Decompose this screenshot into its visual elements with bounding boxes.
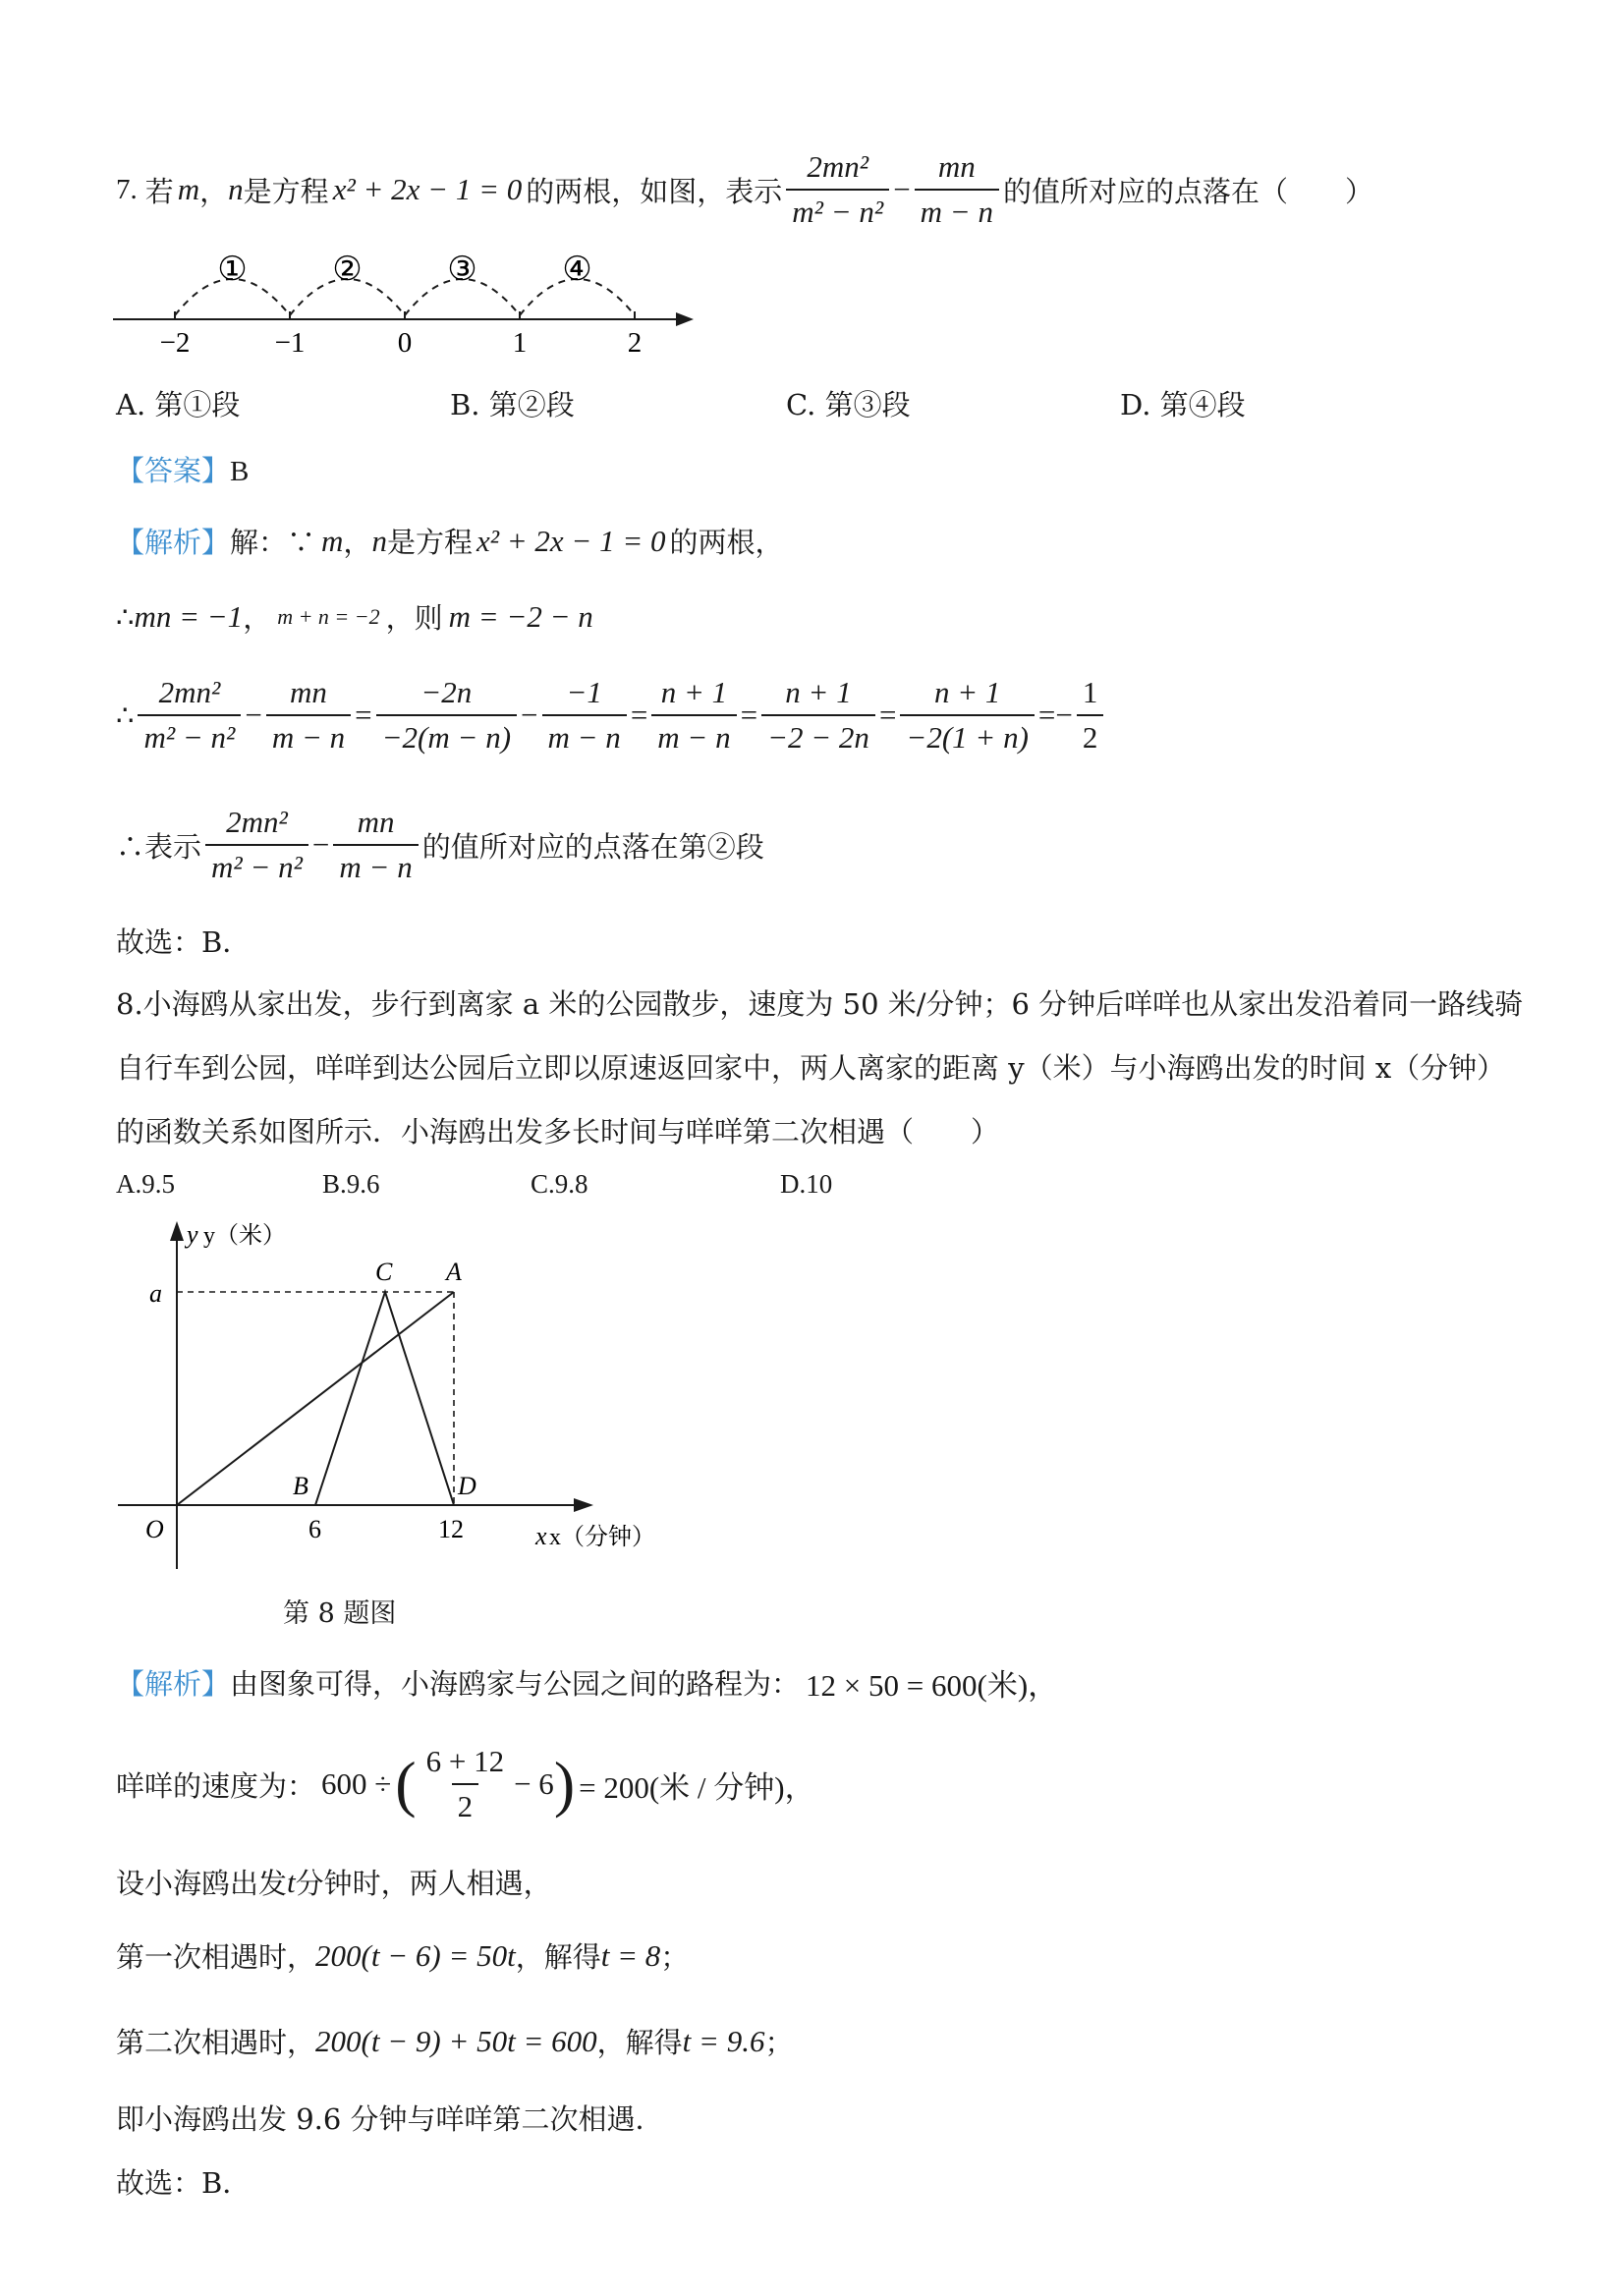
x-axis-var: x — [535, 1522, 547, 1550]
q8-analysis-line-6: 即小海鸥出发 9.6 分钟与咩咩第二次相遇． — [116, 2102, 664, 2136]
q7-answer — [116, 449, 249, 489]
solve-text: ，解得 — [515, 1940, 601, 1974]
fraction: $\frac{\text{2mn²}}{\text{m² − n²}}$ — [138, 675, 241, 756]
sum-equation: m + n = −2 — [277, 603, 380, 629]
q7-fraction-2: $\frac{mn}{m - n}$ — [915, 149, 999, 230]
analysis-text: 由图象可得，小海鸥家与公园之间的路程为： — [230, 1667, 801, 1701]
minus: − — [521, 698, 538, 732]
analysis-text: 分钟时，两人相遇， — [295, 1867, 552, 1900]
q8-option-b: B.9.6 — [322, 1169, 380, 1199]
conclusion-text: 的值所对应的点落在第②段 — [421, 829, 764, 864]
answer-value: B — [230, 456, 250, 487]
analysis-text: 设小海鸥出发 — [116, 1867, 288, 1900]
analysis-tag: 【解析】 — [116, 526, 231, 559]
fraction-one-half: $\frac{1}{2}$ — [1077, 675, 1104, 756]
second-meeting-text: 第二次相遇时， — [116, 2026, 316, 2059]
analysis-var-m: m — [321, 523, 344, 558]
fraction: $\frac{-2n}{-2(m - n)}$ — [376, 675, 517, 756]
q7-fraction-1: $\frac{\text{2mn²}}{\text{m² − n²}}$ — [786, 149, 889, 230]
number-line-tick-label: 0 — [397, 327, 413, 359]
q7-analysis-line-3 — [116, 666, 1107, 764]
q8-analysis-line-3 — [116, 1862, 552, 1902]
speed-result: = 200(米 / 分钟)， — [579, 1769, 815, 1805]
semicolon: ； — [660, 1940, 690, 1974]
semicolon: ； — [764, 2026, 794, 2059]
q8-analysis-line-2 — [116, 1737, 815, 1831]
fraction: $\frac{6 + 12}{2}$ — [425, 1744, 505, 1823]
a-label: a — [149, 1279, 162, 1308]
analysis-tag: 【解析】 — [116, 1667, 231, 1701]
left-paren: ( — [395, 1749, 417, 1819]
q7-option-a: A. 第①段 — [116, 388, 241, 421]
first-meeting-solution: t = 8 — [600, 1937, 661, 1973]
q7-stem-text-a: 若 — [144, 174, 174, 208]
number-line-tick-label: −2 — [159, 327, 191, 359]
q7-option-b: B. 第②段 — [450, 388, 575, 421]
first-meeting-equation: 200(t − 6) = 50t — [315, 1937, 516, 1973]
q7-equation: x² + 2x − 1 = 0 — [332, 172, 523, 206]
q7-var-n: n — [228, 172, 244, 206]
tick-6-label: 6 — [308, 1515, 321, 1543]
q7-analysis-line-2 — [116, 596, 593, 637]
product-equation: mn = −1 — [134, 598, 244, 634]
therefore-symbol: ∴ — [116, 599, 135, 634]
q7-analysis-line-4 — [116, 798, 764, 892]
x-axis-label: x（分钟） — [549, 1525, 655, 1550]
solve-text: ，解得 — [596, 2026, 683, 2059]
q7-stem-text-c: 的两根，如图，表示 — [526, 174, 783, 208]
equals: = — [1037, 698, 1056, 732]
minus: − — [1055, 698, 1073, 732]
analysis-text: 解：∵ — [230, 526, 316, 559]
m-equation: m = −2 − n — [448, 598, 593, 634]
q8-option-a: A.9.5 — [116, 1169, 175, 1199]
q7-stem — [116, 145, 1373, 234]
second-meeting-solution: t = 9.6 — [682, 2023, 765, 2058]
analysis-var-n: n — [371, 523, 387, 558]
y-axis-label: y（米） — [203, 1223, 286, 1249]
q8-figure-caption: 第 8 题图 — [283, 1598, 397, 1629]
conclusion-text: ∴表示 — [116, 829, 202, 864]
q8-option-c: C.9.8 — [531, 1169, 588, 1199]
number-line-tick-label: 1 — [512, 327, 528, 359]
number-line-segment-label: ③ — [447, 252, 477, 288]
distance-equation: 12 × 50 = 600(米)， — [806, 1668, 1059, 1703]
point-d-label: D — [458, 1472, 476, 1500]
q7-var-m: m — [177, 172, 200, 206]
analysis-comma: ， — [343, 526, 372, 559]
q7-minus: − — [893, 172, 911, 206]
minus: − — [311, 827, 330, 862]
number-line-segment-label: ② — [332, 252, 363, 288]
analysis-text: 是方程 — [386, 526, 473, 559]
tick-12-label: 12 — [438, 1515, 464, 1543]
fraction: $\frac{\text{2mn²}}{\text{m² − n²}}$ — [205, 805, 308, 885]
q7-comma: ， — [199, 174, 229, 208]
q8-analysis-line-4 — [116, 1935, 689, 1976]
comma: ， — [243, 601, 272, 635]
q7-analysis-line-1 — [116, 521, 784, 561]
q7-number-line — [108, 241, 698, 368]
q8-options — [116, 1169, 902, 1208]
q7-choose: 故选：B． — [116, 925, 252, 959]
fraction: $\frac{mn}{m - n}$ — [333, 805, 418, 885]
analysis-text: 的两根， — [669, 526, 784, 559]
speed-text: 咩咩的速度为： — [116, 1768, 316, 1803]
q8-stem-line-1: 8.小海鸥从家出发，步行到离家 a 米的公园散步，速度为 50 米/分钟；6 分钟后咩咩也从家出发沿着同一路线骑 — [116, 987, 1524, 1021]
fraction: $\frac{-1}{m - n}$ — [542, 675, 627, 756]
q8-stem-line-3: 的函数关系如图所示．小海鸥出发多长时间与咩咩第二次相遇（ ） — [116, 1115, 1000, 1148]
fraction: $\frac{n + 1}{m - n}$ — [651, 675, 736, 756]
q8-analysis-line-1 — [116, 1660, 1058, 1705]
then-text: ，则 — [385, 601, 443, 635]
number-line-tick-label: 2 — [627, 327, 643, 359]
point-b-label: B — [293, 1472, 308, 1500]
var-t: t — [287, 1864, 296, 1899]
equals: = — [630, 698, 648, 732]
q7-option-d: D. 第④段 — [1120, 388, 1246, 421]
right-paren: ) — [553, 1749, 576, 1819]
second-meeting-equation: 200(t − 9) + 50t = 600 — [315, 2023, 597, 2058]
equals: = — [740, 698, 758, 732]
number-line-segment-label: ① — [217, 252, 248, 288]
q8-option-d: D.10 — [780, 1169, 833, 1199]
fraction: $\frac{n + 1}{-2 - 2n}$ — [761, 675, 875, 756]
q7-stem-text-d: 的值所对应的点落在（ ） — [1002, 174, 1373, 208]
fraction: $\frac{n + 1}{-2(1 + n)}$ — [900, 675, 1034, 756]
q8-graph — [108, 1213, 658, 1577]
number-line-tick-label: −1 — [274, 327, 306, 359]
first-meeting-text: 第一次相遇时， — [116, 1940, 316, 1974]
y-axis-var: y — [187, 1220, 198, 1249]
speed-calc-post: − 6 — [514, 1766, 554, 1801]
point-a-label: A — [446, 1258, 462, 1286]
q8-analysis-line-5 — [116, 2021, 793, 2061]
analysis-equation: x² + 2x − 1 = 0 — [476, 523, 666, 558]
origin-label: O — [145, 1515, 164, 1543]
point-c-label: C — [375, 1258, 393, 1286]
q7-option-c: C. 第③段 — [786, 388, 911, 421]
equals: = — [878, 698, 897, 732]
equals: = — [355, 698, 372, 732]
fraction: $\frac{mn}{m - n}$ — [266, 675, 351, 756]
q8-stem-line-2: 自行车到公园，咩咩到达公园后立即以原速返回家中，两人离家的距离 y（米）与小海鸥出发的时间 x（分钟） — [116, 1051, 1506, 1085]
answer-tag: 【答案】 — [116, 454, 231, 487]
minus: − — [245, 698, 262, 732]
q7-number: 7. — [116, 173, 138, 205]
number-line-segment-label: ④ — [562, 252, 592, 288]
therefore-symbol: ∴ — [116, 699, 135, 732]
q7-stem-text-b: 是方程 — [243, 174, 329, 208]
speed-calc-pre: 600 ÷ — [321, 1766, 392, 1801]
q7-options — [116, 383, 1295, 422]
q8-choose: 故选：B． — [116, 2166, 252, 2200]
